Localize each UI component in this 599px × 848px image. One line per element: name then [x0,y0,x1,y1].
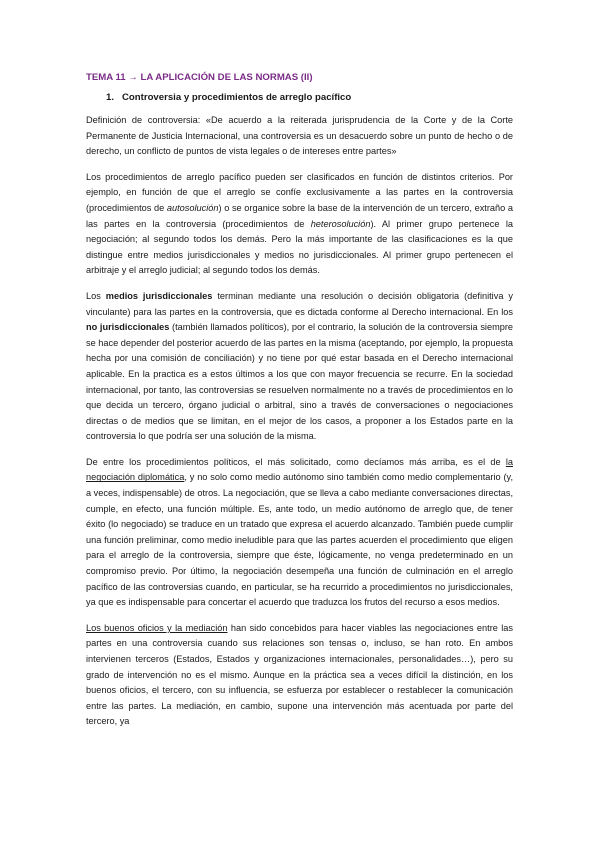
text-run: Los [86,290,106,301]
text-run: ) o se organice sobre la base de la intervención de un tercero, extraño a las partes en la controversia (procedimientos de [86,202,513,229]
section-title: Controversia y procedimientos de arreglo pacífico [122,92,352,103]
term-no-jurisdiccionales: no jurisdiccionales [86,322,170,333]
term-heterosolucion: heterosolución [310,218,371,229]
paragraph-negotiation [86,455,513,611]
text-run: , y no solo como medio autónomo sino también como medio complementario (y, a veces, indispensable) de otros. La negociación, que se lleva a cabo mediante conversaciones directas, cumple, en efecto, una función múltiple. Es, ante todo, un medio autónomo de arreglo que, de tener éxito (lo negociado) se traduce en un tratado que expresa el acuerdo alcanzado. También puede cumplir una función preliminar, como medio ineludible para que las partes acuerden el procedimiento que eligen para el arreglo de la controversia, siempre que éste, lógicamente, no venga predeterminado en un compromiso previo. Por último, la negociación desempeña una función de culminación en el arreglo pacífico de las controversias cuando, en particular, se ha recurrido a procedimientos no jurisdiccionales, ya que es indispensable para concertar el acuerdo que traduzca los frutos del recurso a esos medios. [86,472,513,608]
text-run: ). Al primer grupo pertenece la negociación; al segundo todos los demás. Pero la más importante de las clasificaciones es la que distingue entre medios jurisdiccionales y medios no jurisdiccionales. Al primer grupo pertenecen el arbitraje y el arreglo judicial; al segundo todos los demás. [86,218,513,276]
term-autosolucion: autosolución [166,202,219,213]
paragraph-definition: Definición de controversia: «De acuerdo a la reiterada jurisprudencia de la Corte y de la Corte Permanente de Justicia Internacional, una controversia es un desacuerdo sobre un punto de hecho o de derecho, un conflicto de puntos de vista legales o de intereses entre partes» [86,115,513,157]
section-number: 1. [106,92,115,103]
term-negociacion-diplomatica: la negociación diplomática [86,456,513,483]
text-run: De entre los procedimientos políticos, el más solicitado, como decíamos más arriba, es el de [86,456,506,467]
paragraph-jurisdictional [86,289,513,445]
term-buenos-oficios: Los buenos oficios y la mediación [86,622,228,633]
page-title: TEMA 11 → LA APLICACIÓN DE LAS NORMAS (II) [86,72,313,83]
paragraph-good-offices [86,621,513,730]
text-run: han sido concebidos para hacer viables las negociaciones entre las partes en una controversia cuando sus relaciones son tensas o, incluso, se han roto. En ambos intervienen terceros (Estados, Estados y organizaciones internacionales, personalidades…), pero su grado de intervención no es el mismo. Aunque en la práctica sea a veces difícil la distinción, en los buenos oficios, el tercero, con su influencia, se esfuerza por establecer o restablecer la comunicación entre las partes. La mediación, en cambio, supone una intervención más acentuada por parte del tercero, ya [86,622,513,727]
section-heading [106,92,513,104]
text-run: terminan mediante una resolución o decisión obligatoria (definitiva y vinculante) para las partes en la controversia, que es dictada conforme al Derecho internacional. En los [86,290,513,317]
text-run: Los procedimientos de arreglo pacífico pueden ser clasificados en función de distintos criterios. Por ejemplo, en función de que el arreglo se confíe exclusivamente a las partes en la controversia (procedimientos de [86,171,513,213]
paragraph-classification [86,170,513,279]
text-run: (también llamados políticos), por el contrario, la solución de la controversia siempre se hace depender del posterior acuerdo de las partes en la misma (aceptando, por ejemplo, la propuesta hecha por una comisión de conciliación) y no tiene por qué estar basada en el Derecho internacional aplicable. En la practica es a estos últimos a los que con mayor frecuencia se recurre. En la sociedad internacional, por tanto, las controversias se resuelven normalmente no a través de procedimientos en lo que decida un tercero, órgano judicial o arbitral, sino a través de conversaciones o negociaciones directas o de medios que se limitan, en el mejor de los casos, a proponer a los Estados parte en la controversia lo que podría ser una solución de la misma. [86,322,513,442]
term-medios-jurisdiccionales: medios jurisdiccionales [105,290,213,301]
